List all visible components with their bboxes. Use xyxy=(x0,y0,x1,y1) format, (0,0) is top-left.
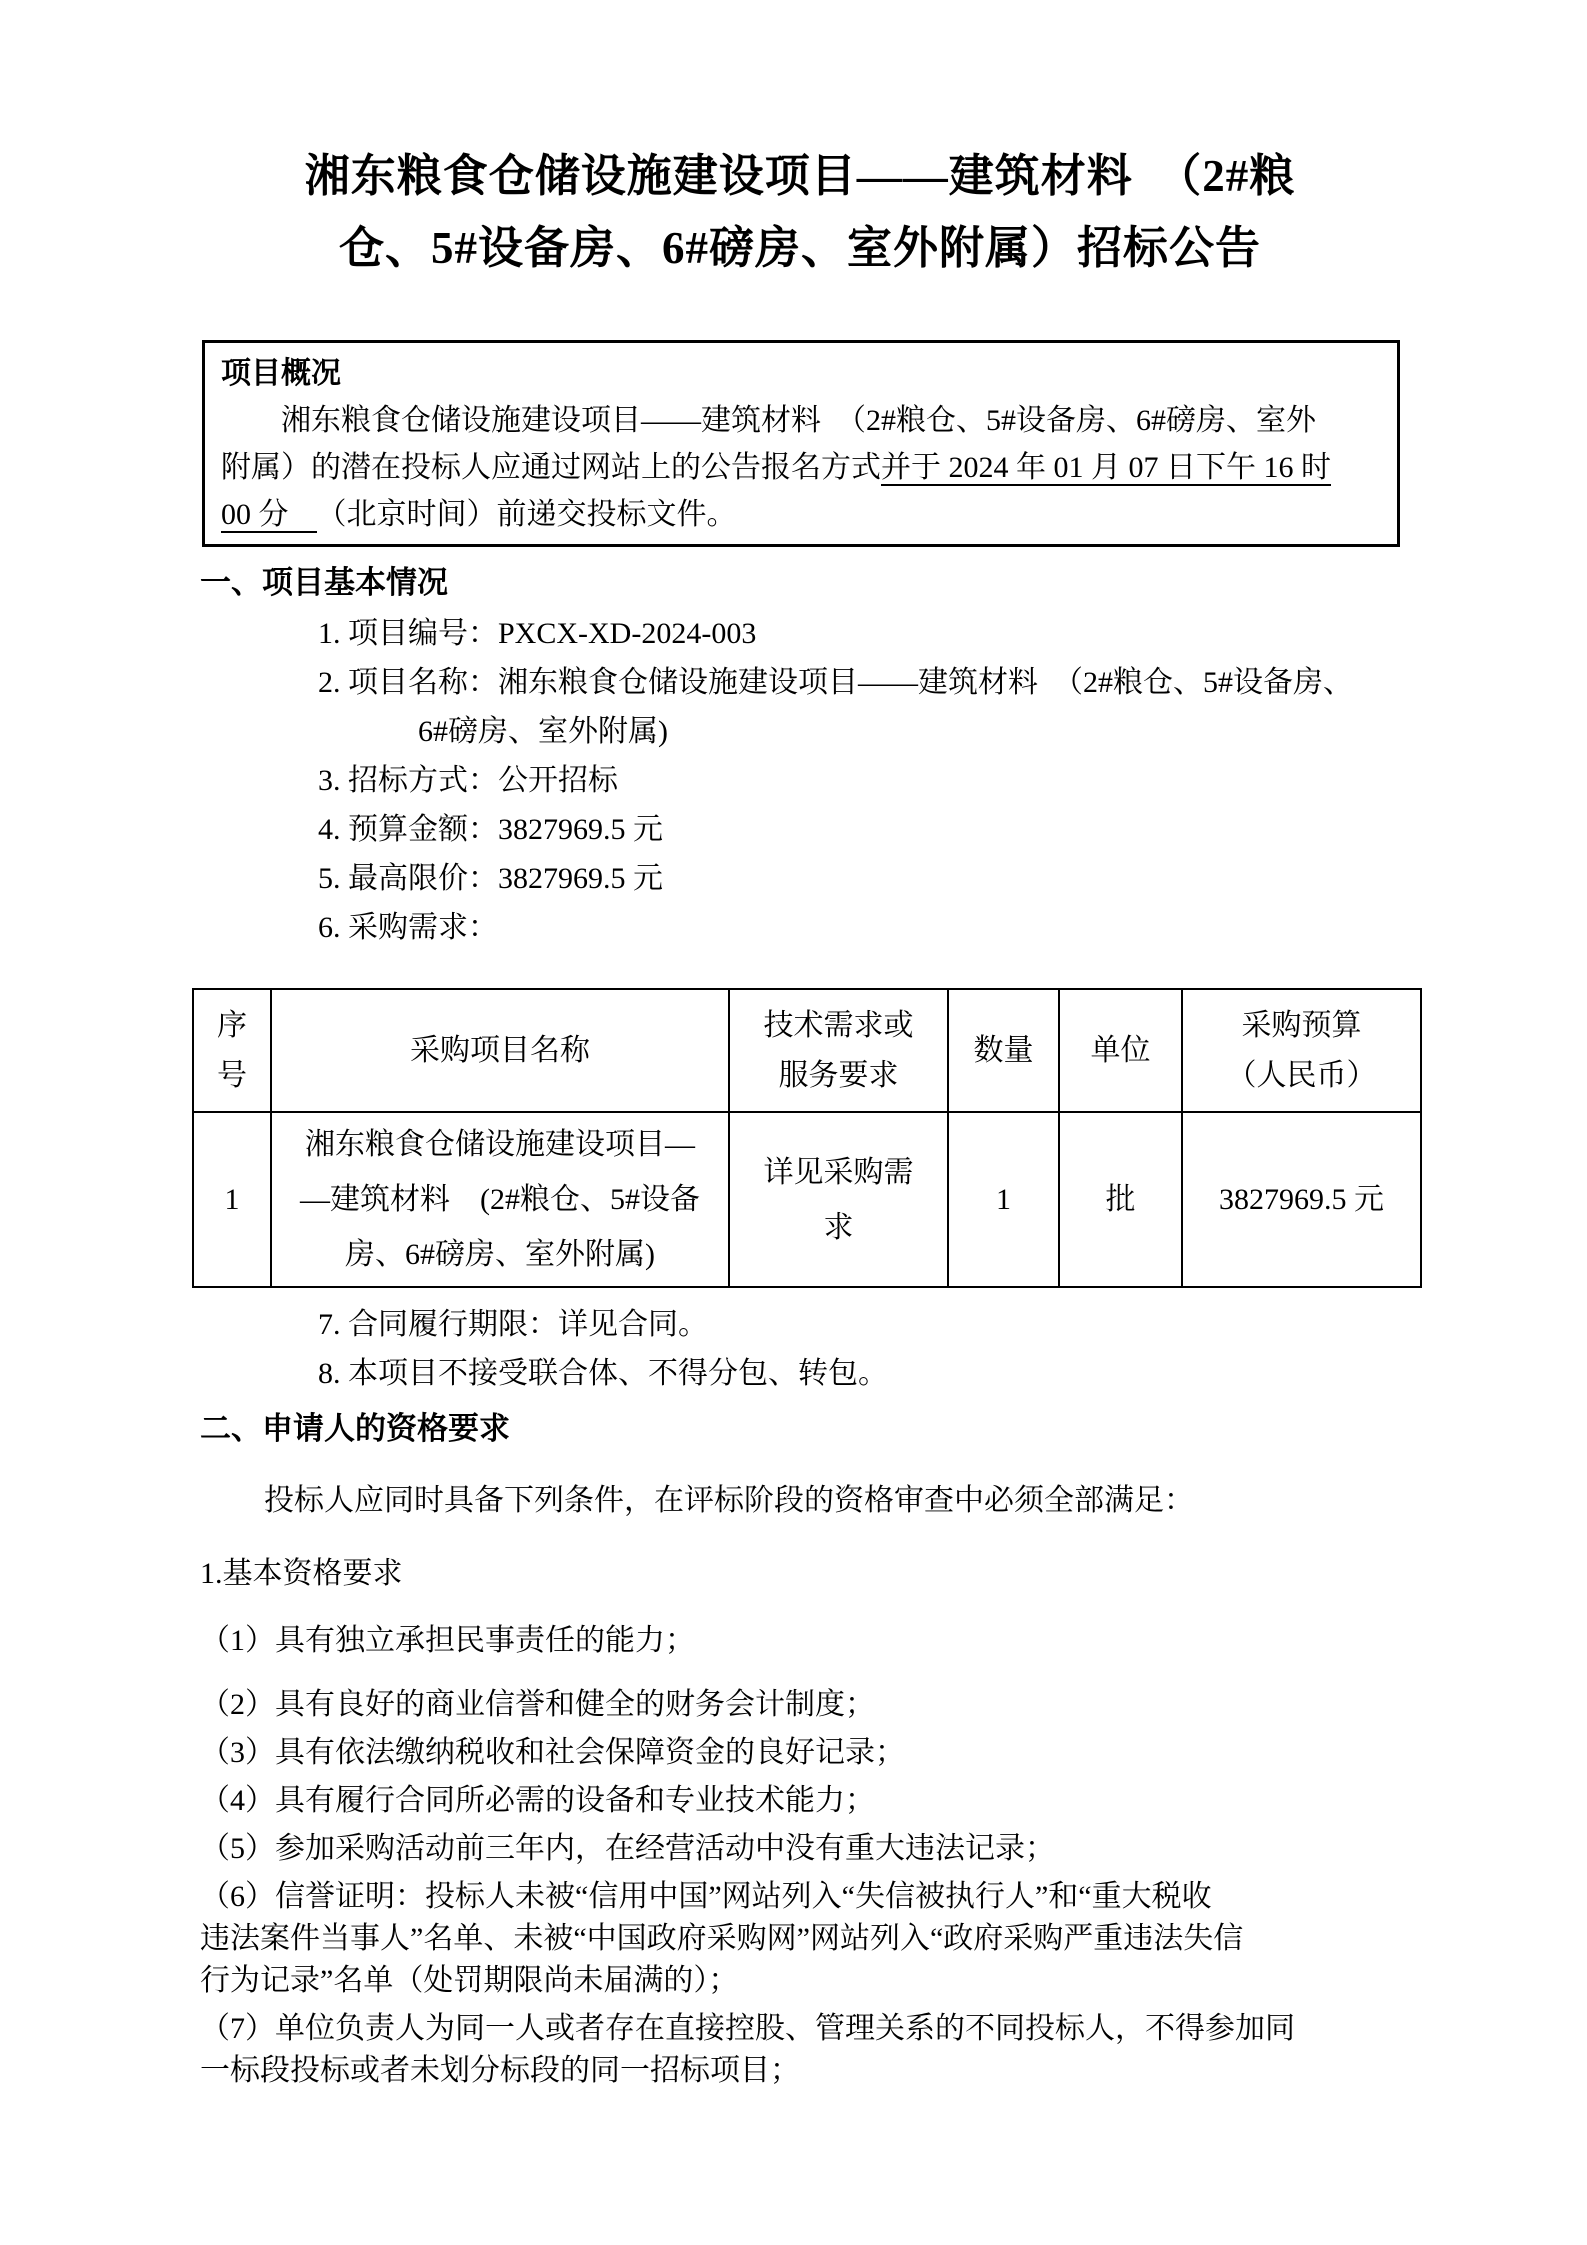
item-project-number: 1. 项目编号：PXCX-XD-2024-003 xyxy=(318,617,757,650)
requirement-4: （4）具有履行合同所必需的设备和专业技术能力； xyxy=(200,1784,875,1817)
item-project-name-line-2: 6#磅房、室外附属) xyxy=(418,715,668,748)
header-unit: 单位 xyxy=(1059,989,1182,1112)
header-item-name: 采购项目名称 xyxy=(271,989,729,1112)
section-1-heading: 一、项目基本情况 xyxy=(200,565,448,600)
requirement-5: （5）参加采购活动前三年内，在经营活动中没有重大违法记录； xyxy=(200,1832,1055,1865)
overview-heading: 项目概况 xyxy=(221,357,341,390)
requirement-1: （1）具有独立承担民事责任的能力； xyxy=(200,1624,695,1657)
section-2-heading: 二、申请人的资格要求 xyxy=(200,1411,510,1446)
overview-line-1: 湘东粮食仓储设施建设项目——建筑材料 （2#粮仓、5#设备房、6#磅房、室外 xyxy=(281,404,1316,437)
overview-line-3 xyxy=(221,491,1379,538)
table-row xyxy=(193,1112,1421,1287)
item-procurement-demand: 6. 采购需求： xyxy=(318,911,498,944)
item-price-ceiling: 5. 最高限价：3827969.5 元 xyxy=(318,862,663,895)
overview-line-3-plain: （北京时间）前递交投标文件。 xyxy=(316,498,737,531)
cell-item-name: 湘东粮食仓储设施建设项目— —建筑材料 (2#粮仓、5#设备 房、6#磅房、室外附属) xyxy=(271,1112,729,1287)
deadline-minute-underlined: 00 分 xyxy=(221,498,317,533)
requirement-7: （7）单位负责人为同一人或者存在直接控股、管理关系的不同投标人，不得参加同 一标段投标或者未划分标段的同一招标项目； xyxy=(200,2012,1295,2087)
qualification-intro: 投标人应同时具备下列条件，在评标阶段的资格审查中必须全部满足： xyxy=(264,1484,1194,1517)
overview-paragraph xyxy=(221,397,1379,538)
item-contract-period: 7. 合同履行期限：详见合同。 xyxy=(318,1308,708,1341)
cell-quantity: 1 xyxy=(948,1112,1059,1287)
header-budget: 采购预算 （人民币） xyxy=(1182,989,1421,1112)
header-quantity: 数量 xyxy=(948,989,1059,1112)
project-overview-box xyxy=(202,340,1400,547)
header-seq: 序 号 xyxy=(193,989,271,1112)
overview-line-2-plain: 附属）的潜在投标人应通过网站上的公告报名方式 xyxy=(221,451,881,484)
header-tech-requirements: 技术需求或 服务要求 xyxy=(729,989,948,1112)
section-1-items xyxy=(200,609,1400,952)
document-title xyxy=(200,140,1400,284)
title-line-2: 仓、5#设备房、6#磅房、室外附属）招标公告 xyxy=(338,223,1261,273)
overview-line-2 xyxy=(221,444,1379,491)
item-project-name-line-1: 2. 项目名称：湘东粮食仓储设施建设项目——建筑材料 （2#粮仓、5#设备房、 xyxy=(318,666,1353,699)
table-header-row xyxy=(193,989,1421,1112)
section-1-tail-items xyxy=(200,1300,1400,1398)
cell-budget: 3827969.5 元 xyxy=(1182,1112,1421,1287)
procurement-table xyxy=(192,988,1422,1288)
requirement-3: （3）具有依法缴纳税收和社会保障资金的良好记录； xyxy=(200,1736,905,1769)
item-no-consortium: 8. 本项目不接受联合体、不得分包、转包。 xyxy=(318,1357,888,1390)
basic-qualification-subheading: 1.基本资格要求 xyxy=(200,1557,403,1590)
requirement-6: （6）信誉证明：投标人未被“信用中国”网站列入“失信被执行人”和“重大税收 违法案件当事人”名单、未被“中国政府采购网”网站列入“政府采购严重违法失信 行为记录”名单（处罚期限尚未届满的）； xyxy=(200,1880,1244,1997)
cell-seq: 1 xyxy=(193,1112,271,1287)
title-line-1: 湘东粮食仓储设施建设项目——建筑材料 （2#粮 xyxy=(304,151,1296,201)
qualification-requirements xyxy=(200,1620,1400,2092)
cell-tech-requirements: 详见采购需 求 xyxy=(729,1112,948,1287)
cell-unit: 批 xyxy=(1059,1112,1182,1287)
deadline-date-underlined: 并于 2024 年 01 月 07 日下午 16 时 xyxy=(881,451,1331,484)
item-bid-method: 3. 招标方式：公开招标 xyxy=(318,764,618,797)
requirement-2: （2）具有良好的商业信誉和健全的财务会计制度； xyxy=(200,1688,875,1721)
item-budget-amount: 4. 预算金额：3827969.5 元 xyxy=(318,813,663,846)
